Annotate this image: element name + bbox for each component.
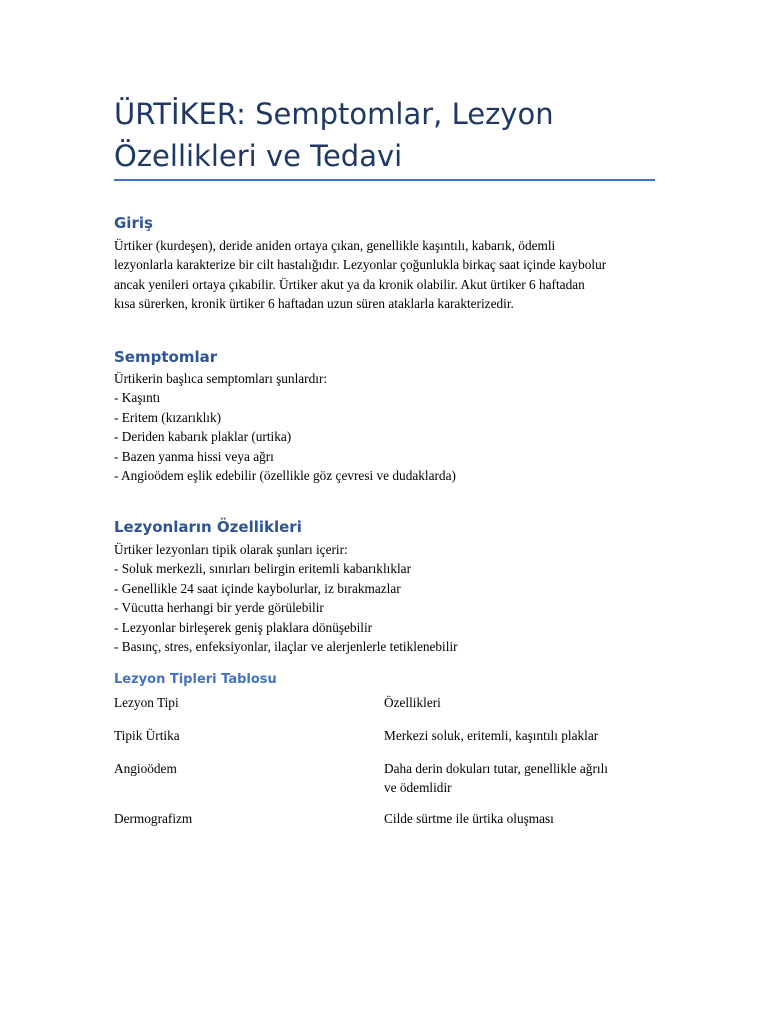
desc-line: Cilde sürtme ile ürtika oluşması <box>384 811 554 826</box>
semptomlar-intro: Ürtikerin başlıca semptomları şunlardır: <box>114 371 328 386</box>
table-cell-type: Tipik Ürtika <box>114 728 180 743</box>
giris-paragraph <box>114 236 655 314</box>
title-line-1: ÜRTİKER: Semptomlar, Lezyon <box>114 97 554 131</box>
semptomlar-list <box>114 369 655 485</box>
lezyonlar-list <box>114 540 655 656</box>
list-item: - Eritem (kızarıklık) <box>114 409 222 425</box>
lezyonlar-intro: Ürtiker lezyonları tipik olarak şunları içerir: <box>114 542 348 557</box>
table-cell-type: Angioödem <box>114 761 177 776</box>
table-header-row <box>114 693 655 726</box>
desc-line: Merkezi soluk, eritemli, kaşıntılı plaklar <box>384 728 599 743</box>
table-cell-desc <box>384 759 655 798</box>
table-cell-type: Dermografizm <box>114 811 193 826</box>
section-heading-lezyonlar: Lezyonların Özellikleri <box>114 518 302 536</box>
desc-line: Daha derin dokuları tutar, genellikle ağrılı <box>384 761 608 776</box>
list-item: - Genellikle 24 saat içinde kaybolurlar, iz bırakmazlar <box>114 580 401 596</box>
giris-line: Ürtiker (kurdeşen), deride aniden ortaya çıkan, genellikle kaşıntılı, kabarık, ödemli <box>114 238 556 253</box>
table-row <box>114 759 655 809</box>
giris-line: ancak yenileri ortaya çıkabilir. Ürtiker akut ya da kronik olabilir. Akut ürtiker 6 haftadan <box>114 276 585 292</box>
section-heading-giris: Giriş <box>114 214 153 232</box>
list-item: - Bazen yanma hissi veya ağrı <box>114 448 274 464</box>
document-title <box>114 93 655 177</box>
list-item: - Kaşıntı <box>114 390 161 406</box>
table-heading: Lezyon Tipleri Tablosu <box>114 672 277 687</box>
table-row <box>114 726 655 759</box>
list-item: - Basınç, stres, enfeksiyonlar, ilaçlar ve alerjenlerle tetiklenebilir <box>114 639 458 655</box>
table-header-cell: Lezyon Tipi <box>114 695 179 710</box>
title-underline <box>114 179 655 181</box>
giris-line: kısa sürerken, kronik ürtiker 6 haftadan uzun süren ataklarla karakterizedir. <box>114 296 514 312</box>
list-item: - Deriden kabarık plaklar (urtika) <box>114 429 292 445</box>
list-item: - Angioödem eşlik edebilir (özellikle göz çevresi ve dudaklarda) <box>114 468 456 484</box>
table-cell-desc <box>384 726 655 745</box>
list-item: - Lezyonlar birleşerek geniş plaklara dönüşebilir <box>114 619 373 635</box>
desc-line: ve ödemlidir <box>384 780 452 796</box>
giris-line: lezyonlarla karakterize bir cilt hastalığıdır. Lezyonlar çoğunlukla birkaç saat içinde kaybolur <box>114 257 607 273</box>
list-item: - Vücutta herhangi bir yerde görülebilir <box>114 600 324 616</box>
title-line-2: Özellikleri ve Tedavi <box>114 139 403 173</box>
list-item: - Soluk merkezli, sınırları belirgin eritemli kabarıklıklar <box>114 561 412 577</box>
section-heading-semptomlar: Semptomlar <box>114 348 218 366</box>
lesion-types-table <box>114 693 655 842</box>
table-row <box>114 809 655 842</box>
table-header-cell: Özellikleri <box>384 695 441 710</box>
table-cell-desc <box>384 809 655 828</box>
